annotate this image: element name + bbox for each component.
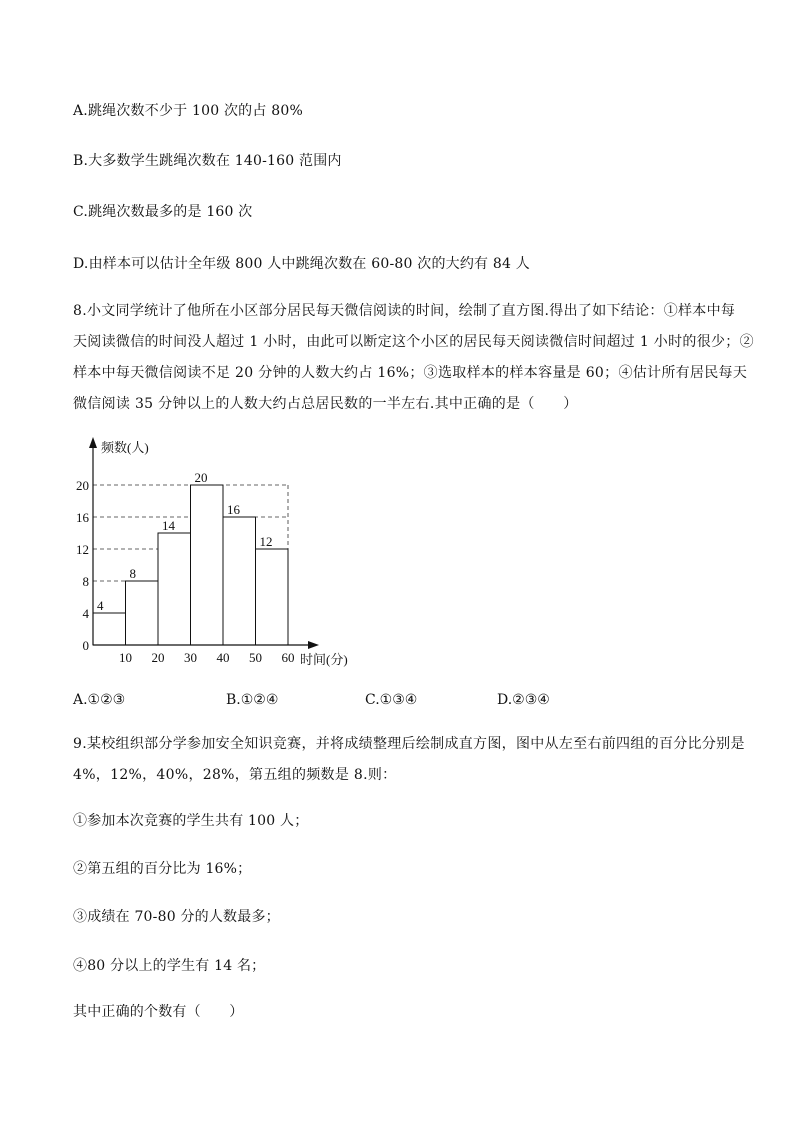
q7-option-d: D.由样本可以估计全年级 800 人中跳绳次数在 60-80 次的大约有 84 人 [73,256,530,272]
q8-stem-line: 样本中每天微信阅读不足 20 分钟的人数大约占 16%；③选取样本的样本容量是 60；④估计所有居民每天 [73,365,748,381]
y-tick-label: 12 [76,542,89,557]
q9-stem-line: 9.某校组织部分学参加安全知识竞赛，并将成绩整理后绘制成直方图，图中从左至右前四组的百分比分别是 [73,736,745,752]
x-tick-label: 10 [119,650,132,665]
q8-stem-line: 微信阅读 35 分钟以上的人数大约占总居民数的一半左右.其中正确的是（ ） [73,396,578,412]
histogram-bar [158,533,191,645]
histogram-bar [93,613,126,645]
q9-statement-4: ④80 分以上的学生有 14 名； [73,958,266,974]
bar-value-label: 14 [162,518,175,533]
q9-statement-3: ③成绩在 70-80 分的人数最多； [73,909,280,925]
q8-stem-line: 8.小文同学统计了他所在小区部分居民每天微信阅读的时间，绘制了直方图.得出了如下结论：①样本中每 [73,303,736,319]
q9-statement-1: ①参加本次竞赛的学生共有 100 人； [73,813,309,829]
q9-statement-2: ②第五组的百分比为 16%； [73,861,252,877]
q7-option-c: C.跳绳次数最多的是 160 次 [73,204,253,220]
q7-option-a: A.跳绳次数不少于 100 次的占 80% [73,103,303,119]
y-axis-label: 频数(人) [101,440,149,455]
x-tick-label: 40 [216,650,230,665]
q9-stem [73,729,745,791]
q8-stem [73,296,754,420]
bar-value-label: 4 [97,598,104,613]
y-axis-arrow [89,437,97,448]
bar-value-label: 16 [227,502,240,517]
bar-value-label: 20 [194,470,208,485]
q8-option-a: A.①②③ [73,692,126,708]
q8-option-c: C.①③④ [365,692,418,708]
histogram-chart [60,432,380,672]
histogram-bar [191,485,224,645]
x-axis-arrow [308,641,319,649]
x-tick-label: 50 [249,650,262,665]
q9-question: 其中正确的个数有（ ） [73,1004,244,1020]
y-tick-label: 4 [82,606,89,621]
x-axis-label: 时间(分) [300,652,348,667]
q8-option-b: B.①②④ [226,692,279,708]
q8-stem-line: 天阅读微信的时间没人超过 1 小时，由此可以断定这个小区的居民每天阅读微信时间超过 1 小时的很少；② [73,334,754,350]
y-tick-label: 16 [76,510,89,525]
q7-option-b: B.大多数学生跳绳次数在 140-160 范围内 [73,153,342,169]
x-tick-label: 30 [184,650,197,665]
histogram-bar [126,581,159,645]
y-tick-label: 8 [82,574,89,589]
x-tick-label: 60 [281,650,295,665]
bar-value-label: 8 [129,566,136,581]
bar-value-label: 12 [259,534,273,549]
histogram-bar [223,517,256,645]
q8-option-d: D.②③④ [497,692,550,708]
q9-stem-line: 4%，12%，40%，28%，第五组的频数是 8.则： [73,767,397,783]
x-tick-label: 20 [151,650,165,665]
histogram-bar [256,549,289,645]
origin-label: 0 [82,638,89,653]
y-tick-label: 20 [76,478,89,493]
